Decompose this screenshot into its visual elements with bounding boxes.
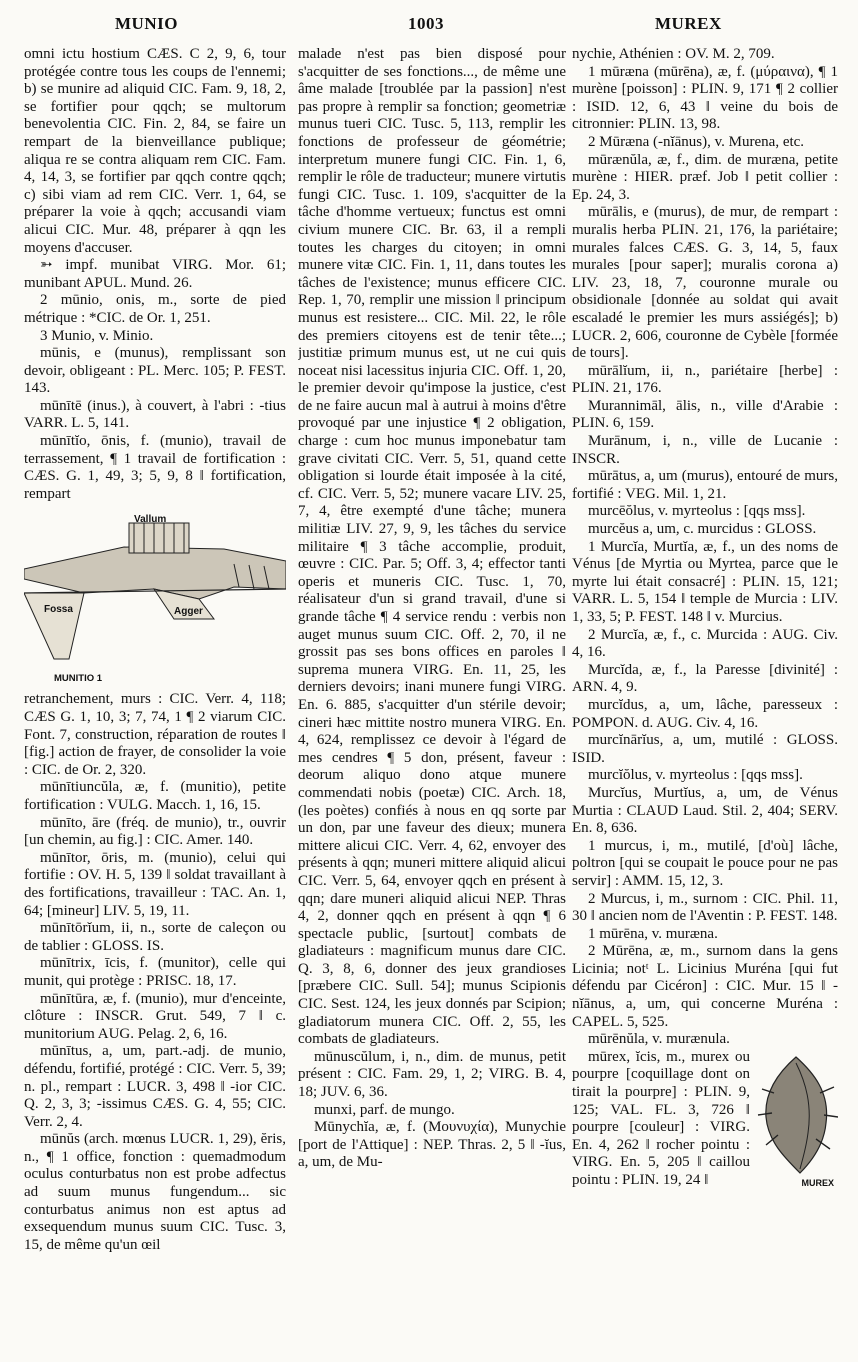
dictionary-entry: 2 Murcĭa, æ, f., c. Murcida : AUG. Civ. 4, 16.: [572, 626, 838, 661]
dictionary-entry: mūnītor, ōris, m. (munio), celui qui fortifie : OV. H. 5, 139 ‖ soldat travaillant à des fortifications, travailleur : TAC. An. 1, 64; [mineur] LIV. 5, 19, 11.: [24, 849, 286, 919]
figure-caption: MUNITIO 1: [54, 672, 103, 684]
dictionary-entry: 2 Mūrēna, æ, m., surnom dans la gens Licinia; notᵗ L. Licinius Muréna [qui fut défendu par Cicéron] : CIC. Mur. 15 ‖ -nĭānus, a, um, qui concerne Muréna : CAPEL. 5, 525.: [572, 943, 838, 1030]
dictionary-entry: murcĭdus, a, um, lâche, paresseux : POMPON. d. AUG. Civ. 4, 16.: [572, 696, 838, 731]
dictionary-entry: nychie, Athénien : OV. M. 2, 709.: [572, 46, 775, 62]
murex-entry-block: [572, 1049, 838, 1190]
dictionary-entry: mūnīto, āre (fréq. de munio), tr., ouvrir [un chemin, au fig.] : CIC. Amer. 140.: [24, 814, 286, 849]
dictionary-entry: mūnŭs (arch. mœnus LUCR. 1, 29), ĕris, n., ¶ 1 office, fonction : quemadmodum oculus conturbatus non est probe adfectus ad suum munus fungendum... sic conturbatus animus non est aptus ad exsequendum munus suum CIC. Tusc. 3, 15, de même qu'un œil: [24, 1131, 286, 1253]
dictionary-entry: murcĕus a, um, c. murcidus : GLOSS.: [588, 521, 817, 538]
dictionary-entry: 1 mūræna (mūrēna), æ, f. (μύραινα), ¶ 1 murène [poisson] : PLIN. 9, 171 ¶ 2 collier : ISID. 12, 6, 43 ‖ veine du bois de citronnier: PLIN. 13, 98.: [572, 63, 838, 133]
dictionary-entry: omni ictu hostium CÆS. C 2, 9, 6, tour protégée contre tous les coups de l'ennemi; b) se munire ad aliquid CIC. Fam. 9, 18, 2, se fortifier pour qqch; se multorum benevolentia CIC. Fin. 2, 84, se faire un rempart de la bienveillance publique; aliqua re se contra aliquam rem CIC. Fam. 4, 14, 3, se fortifier par qqch contre qqch; c) sibi viam ad rem CIC. Verr. 1, 64, se préparer la voie à qqch; accusandi viam alicui CIC. Mur. 48, préparer à qqn les moyens d'accuser.: [24, 46, 286, 256]
running-head-left: MUNIO: [115, 14, 178, 33]
figure-caption: MUREX: [801, 1178, 834, 1189]
dictionary-entry: 2 Murcus, i, m., surnom : CIC. Phil. 11, 30 ‖ ancien nom de l'Aventin : P. FEST. 148.: [572, 890, 838, 925]
page-number: 1003: [408, 14, 444, 33]
figure-label-agger: Agger: [174, 606, 203, 618]
munitio-illustration: [24, 509, 286, 687]
figure-label-vallum: Vallum: [134, 514, 167, 526]
dictionary-entry: mūrænŭla, æ, f., dim. de muræna, petite murène : HIER. præf. Job ‖ petit collier : Ep. 24, 3.: [572, 151, 838, 203]
dictionary-entry: mūnītrix, īcis, f. (munitor), celle qui munit, qui protège : PRISC. 18, 17.: [24, 955, 286, 989]
dictionary-entry: mūnītus, a, um, part.-adj. de munio, défendu, fortifié, protégé : CIC. Verr. 5, 39; n. pl., rempart : LUCR. 3, 498 ‖ -ior CIC. Q. 2, 3, 3; -issimus CÆS. G. 4, 55; CIC. Verr. 2, 4.: [24, 1043, 286, 1130]
figure-label-fossa: Fossa: [44, 604, 73, 616]
running-head-right: MUREX: [655, 14, 722, 33]
dictionary-entry: munxi, parf. de mungo.: [314, 1101, 455, 1118]
dictionary-entry: Mūnychĭa, æ, f. (Μουνυχία), Munychie [port de l'Attique] : NEP. Thras. 2, 5 ‖ -ĭus, a, um, de Mu-: [298, 1119, 566, 1171]
dictionary-entry: 2 mūnio, onis, m., sorte de pied métrique : *CIC. de Or. 1, 251.: [24, 292, 286, 326]
dictionary-entry: malade n'est pas bien disposé pour s'acquitter de ses fonctions..., de même une âme malade [troublée par la passion] n'est pas propre à remplir sa fonction; geometriæ munus tueri CIC. Tusc. 5, 113, remplir les fonctions de professeur de géométrie; interpretum munere fungi CIC. Fin. 1, 6, remplir le rôle de traducteur; munere virtutis fungi CIC. Tusc. 1. 109, s'acquitter de la tâche d'homme vertueux; functus est omni civium munere CIC. Br. 63, il a rempli toutes les charges du citoyen; in omni munere vitæ CIC. Fin. 1, 11, dans toutes les tâches de l'existence; munus efficere CIC. Rep. 1, 70, remplir une mission ‖ principum munus est resistere... CIC. Mil. 22, le rôle des premiers citoyens est de tenir tête...; justitiæ primum munus est, ut ne cui quis noceat nisi lacessitus injuria CIC. Off. 1, 20, le premier devoir qu'impose la justice, c'est de ne faire aucun mal à autrui à moins d'être provoqué par une injustice ¶ 2 obligation, charge : cum hoc munus imponebatur tam grave civitati CIC. Verr. 5, 51, quand cette obligation si lourde était imposée à la cité, cf. CIC. Verr. 5, 52; munere vacare LIV. 25, 7, 4, être exempté d'une tâche; munera militiæ LIV. 27, 9, 9, les tâches du service militaire ¶ 3 tâche accomplie, produit, œuvre : CIC. Par. 5; Off. 3, 4; effector tanti operis et muneris CIC. Tusc. 1, 70, réalisateur d'un si grand travail, d'une si grande tâche ¶ 4 service rendu : verbis non auget munus suum CIC. Off. 2, 70, il ne grossit pas ses bons offices en paroles ‖ suprema munera VIRG. En. 11, 25, les derniers devoirs; inani munere fungi VIRG. En. 6. 885, s'acquitter d'un stérile devoir; cineri hæc mittite nostro munera VIRG. En. 4, 624, remplissez ce devoir à l'égard de mes cendres ¶ 5 don, présent, faveur : deorum aliquo dono atque munere commendati nobis (poetæ) CIC. Arch. 18, (les poètes) confiés à nous en qq sorte par un don, par une faveur des dieux; munera mittere alicui CIC. Verr. 4, 62, envoyer des présents à qqn; muneri mittere aliquid alicui CIC. Verr. 5, 64, envoyer qqch en présent à qqn; dare muneri aliquid alicui NEP. Thras 4, 2, donner qqch en présent à qqn ¶ 6 spectacle public, [surtout] combats de gladiateurs : magnificum munus dare CIC. Q. 3, 8, 6, donner des jeux grandioses [præbere CIC. Sull. 54]; munus Scipionis CIC. Sest. 124, les jeux donnés par Scipion; gladiatorum munera CIC. Off. 2, 55, les combats de gladiateurs.: [298, 46, 566, 1048]
dictionary-entry: mūrēnŭla, v. murænula.: [588, 1031, 730, 1048]
dictionary-entry: mūrātus, a, um (murus), entouré de murs, fortifié : VEG. Mil. 1, 21.: [572, 468, 838, 502]
dictionary-entry: mūnītūra, æ, f. (munio), mur d'enceinte, clôture : INSCR. Grut. 549, 7 ‖ c. munitorium AUG. Pelag. 2, 6, 16.: [24, 990, 286, 1042]
dictionary-entry: 2 Mūræna (-nĭānus), v. Murena, etc.: [588, 133, 805, 150]
dictionary-entry: mūnītĭo, ōnis, f. (munio), travail de terrassement, ¶ 1 travail de fortification : CÆS. G. 1, 49, 3; 5, 9, 8 ‖ fortification, rempart: [24, 433, 286, 502]
murex-shell-icon: [754, 1053, 838, 1178]
dictionary-entry: 1 murcus, i, m., mutilé, [d'où] lâche, poltron [qui se coupait le pouce pour ne pas servir] : AMM. 15, 12, 3.: [572, 837, 838, 889]
dictionary-entry: murcĭŏlus, v. myrteolus : [qqs mss].: [588, 767, 803, 784]
dictionary-entry: Murānum, i, n., ville de Lucanie : INSCR.: [572, 433, 838, 467]
column-3: [572, 46, 838, 1356]
dictionary-entry: murcēŏlus, v. myrteolus : [qqs mss].: [588, 503, 806, 520]
murex-illustration: [754, 1053, 838, 1193]
dictionary-entry: ➳ impf. munibat VIRG. Mor. 61; munibant APUL. Mund. 26.: [24, 257, 286, 291]
dictionary-entry: mūrex, ĭcis, m., murex ou pourpre [coquillage dont on tirait la pourpre] : PLIN. 9, 125; VAL. FL. 3, 726 ‖ pourpre [couleur] : VIRG. En. 4, 262 ‖ rocher pointu : VIRG. En. 5, 205 ‖ caillou pointu : PLIN. 19, 24 ‖: [572, 1048, 750, 1188]
dictionary-entry: 1 Murcĭa, Murtĭa, æ, f., un des noms de Vénus [de Myrtia ou Myrtea, parce que le myrte lui était consacré] : PLIN. 15, 121; VARR. L. 5, 154 ‖ temple de Murcia : LIV. 1, 33, 5; P. FEST. 148 ‖ v. Murcius.: [572, 538, 838, 625]
dictionary-entry: mūnis, e (munus), remplissant son devoir, obligeant : PL. Merc. 105; P. FEST. 143.: [24, 345, 286, 397]
dictionary-entry: mūrālĭum, ii, n., pariétaire [herbe] : PLIN. 21, 176.: [572, 362, 838, 397]
dictionary-entry: Murcĭda, æ, f., la Paresse [divinité] : ARN. 4, 9.: [572, 661, 838, 696]
dictionary-entry: mūrālis, e (murus), de mur, de rempart : muralis herba PLIN. 21, 176, la pariétaire; murales falces CÆS. G. 3, 14, 5, faux murales [pour saper]; muralis corona a) LIV. 23, 18, 7, couronne murale ou obsidionale [donnée au soldat qui avait escaladé le premier les murs assiégés]; b) LUCR. 2, 606, couronne de Cybèle [formée de tours].: [572, 204, 838, 362]
dictionary-entry: 1 mūrēna, v. muræna.: [588, 925, 718, 942]
dictionary-entry: retranchement, murs : CIC. Verr. 4, 118; CÆS G. 1, 10, 3; 7, 74, 1 ¶ 2 viarum CIC. Font. 7, construction, réparation de routes ‖ [fig.] action de frayer, de consolider la voie : CIC. de Or. 2, 320.: [24, 691, 286, 778]
dictionary-entry: mūnuscŭlum, i, n., dim. de munus, petit présent : CIC. Fam. 29, 1, 2; VIRG. B. 4, 18; JUV. 6, 36.: [298, 1048, 566, 1101]
fortification-diagram: [24, 509, 286, 674]
dictionary-entry: mūnītē (inus.), à couvert, à l'abri : -tius VARR. L. 5, 141.: [24, 397, 286, 432]
dictionary-entry: mūnītōrĭum, ii, n., sorte de caleçon ou de tablier : GLOSS. IS.: [24, 920, 286, 954]
dictionary-entry: 3 Munio, v. Minio.: [40, 327, 154, 344]
dictionary-entry: Murannimāl, ālis, n., ville d'Arabie : PLIN. 6, 159.: [572, 397, 838, 432]
column-2: [298, 46, 566, 1356]
dictionary-entry: murcĭnārĭus, a, um, mutilé : GLOSS. ISID.: [572, 732, 838, 766]
column-1: [24, 46, 286, 1356]
dictionary-entry: Murcĭus, Murtĭus, a, um, de Vénus Murtia : CLAUD Laud. Stil. 2, 404; SERV. En. 8, 636.: [572, 784, 838, 837]
dictionary-entry: mūnītiuncŭla, æ, f. (munitio), petite fortification : VULG. Macch. 1, 16, 15.: [24, 779, 286, 813]
